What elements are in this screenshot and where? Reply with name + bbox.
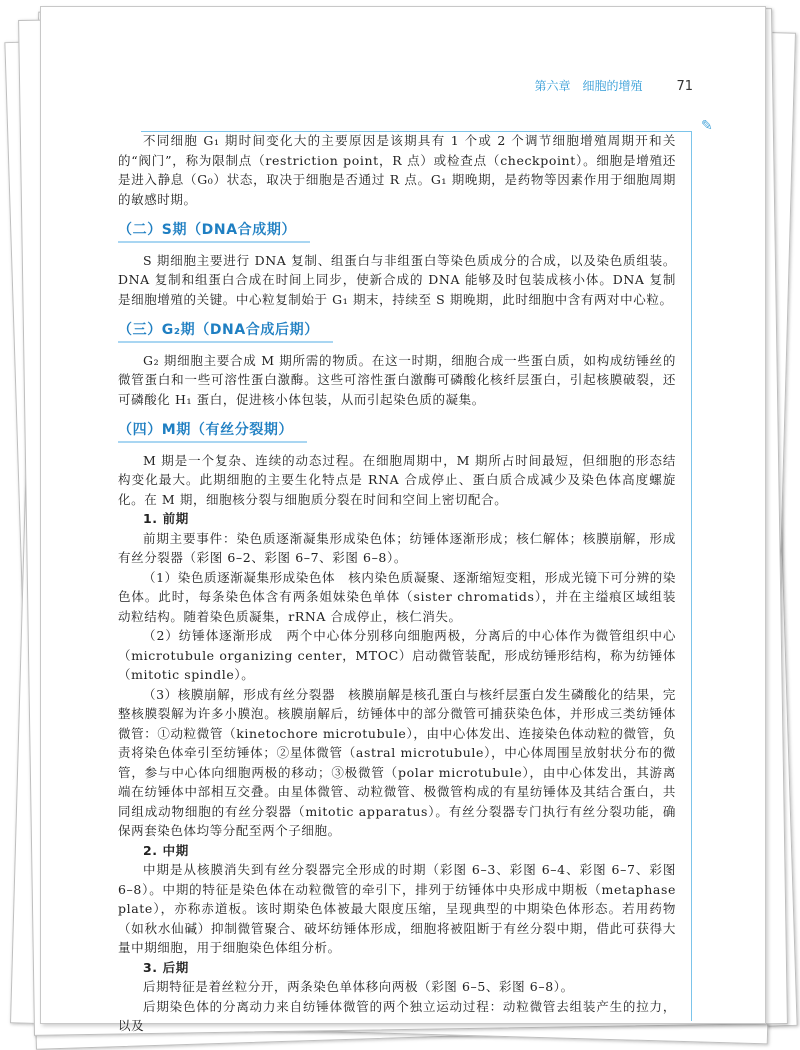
subsection-heading: 1. 前期 — [143, 511, 189, 526]
margin-rule-vertical — [691, 131, 692, 1021]
section-heading: （四）M期（有丝分裂期） — [118, 421, 307, 443]
chapter-title: 第六章 细胞的增殖 — [534, 79, 643, 93]
body-paragraph: （1）染色质逐渐凝集形成染色体 核内染色质凝聚、逐渐缩短变粗，形成光镜下可分辨的染色体。此时，每条染色体含有两条姐妹染色单体（sister chromatids），并在主缢痕区域组装动粒结构。随着染色质凝集，rRNA 合成停止，核仁消失。 — [118, 569, 676, 624]
body-paragraph: 后期特征是着丝粒分开，两条染色单体移向两极（彩图 6–5、彩图 6–8）。 — [143, 979, 574, 994]
page-number: 71 — [676, 79, 693, 94]
section-heading: （二）S期（DNA合成期） — [118, 221, 310, 243]
body-paragraph: 不同细胞 G₁ 期时间变化大的主要原因是该期具有 1 个或 2 个调节细胞增殖周期开和关的“阀门”，称为限制点（restriction point，R 点）或检查点（checkpoint）。细胞是增殖还是进入静息（G₀）状态，取决于细胞是否通过 R 点。G₁ 期晚期，是药物等因素作用于细胞周期的敏感时期。 — [118, 133, 676, 207]
body-paragraph: 后期染色体的分离动力来自纺锤体微管的两个独立运动过程：动粒微管去组装产生的拉力，以及 — [118, 998, 676, 1033]
subsection-heading: 3. 后期 — [143, 959, 189, 975]
section-heading: （三）G₂期（DNA合成后期） — [118, 321, 333, 343]
body-paragraph: 前期主要事件：染色质逐渐凝集形成染色体；纺锤体逐渐形成；核仁解体；核膜崩解，形成有丝分裂器（彩图 6–2、彩图 6–7、彩图 6–8）。 — [118, 530, 676, 565]
book-page — [40, 6, 766, 1033]
subsection-heading: 2. 中期 — [143, 842, 189, 858]
body-paragraph: M 期是一个复杂、连续的动态过程。在细胞周期中，M 期所占时间最短，但细胞的形态结构变化最大。此期细胞的主要生化特点是 RNA 合成停止、蛋白质合成减少及染色体高度螺旋化。在 M 期，细胞核分裂与细胞质分裂在时间和空间上密切配合。 — [118, 452, 676, 507]
pen-icon: ✎ — [701, 118, 713, 134]
body-paragraph: （3）核膜崩解，形成有丝分裂器 核膜崩解是核孔蛋白与核纤层蛋白发生磷酸化的结果，完整核膜裂解为许多小膜泡。核膜崩解后，纺锤体中的部分微管可捕获染色体，并形成三类纺锤体微管：①动粒微管（kinetochore microtubule），由中心体发出、连接染色体动粒的微管，负责将染色体牵引至纺锤体；②星体微管（astral microtubule），中心体周围呈放射状分布的微管，参与中心体向细胞两极的移动；③极微管（polar microtubule），由中心体发出，其游离端在纺锤体中部相互交叠。由星体微管、动粒微管、极微管构成的有星纺锤体及其结合蛋白，共同组成动物细胞的有丝分裂器（mitotic apparatus）。有丝分裂器专门执行有丝分裂功能，确保两套染色体均等分配至两个子细胞。 — [118, 686, 676, 838]
body-paragraph: G₂ 期细胞主要合成 M 期所需的物质。在这一时期，细胞合成一些蛋白质，如构成纺锤丝的微管蛋白和一些可溶性蛋白激酶。这些可溶性蛋白激酶可磷酸化核纤层蛋白，引起核膜破裂，还可磷酸化 H₁ 蛋白，促进核小体包装，从而引起染色质的凝集。 — [118, 352, 676, 407]
body-paragraph: S 期细胞主要进行 DNA 复制、组蛋白与非组蛋白等染色质成分的合成，以及染色质组装。DNA 复制和组蛋白合成在时间上同步，使新合成的 DNA 能够及时包装成核小体。DNA 复制是细胞增殖的关键。中心粒复制始于 G₁ 期末，持续至 S 期晚期，此时细胞中含有两对中心粒。 — [118, 252, 676, 307]
page-body — [118, 131, 676, 1036]
body-paragraph: （2）纺锤体逐渐形成 两个中心体分别移向细胞两极，分离后的中心体作为微管组织中心（microtubule organizing center，MTOC）启动微管装配，形成纺锤形结构，称为纺锤体（mitotic spindle）。 — [118, 628, 676, 682]
running-header — [534, 77, 693, 94]
body-paragraph: 中期是从核膜消失到有丝分裂器完全形成的时期（彩图 6–3、彩图 6–4、彩图 6–7、彩图 6–8）。中期的特征是染色体在动粒微管的牵引下，排列于纺锤体中央形成中期板（metaphase plate），亦称赤道板。该时期染色体被最大限度压缩，呈现典型的中期染色体形态。若用药物（如秋水仙碱）抑制微管聚合、破坏纺锤体形成，细胞将被阻断于有丝分裂中期，借此可获得大量中期细胞，用于细胞染色体组分析。 — [118, 862, 676, 955]
